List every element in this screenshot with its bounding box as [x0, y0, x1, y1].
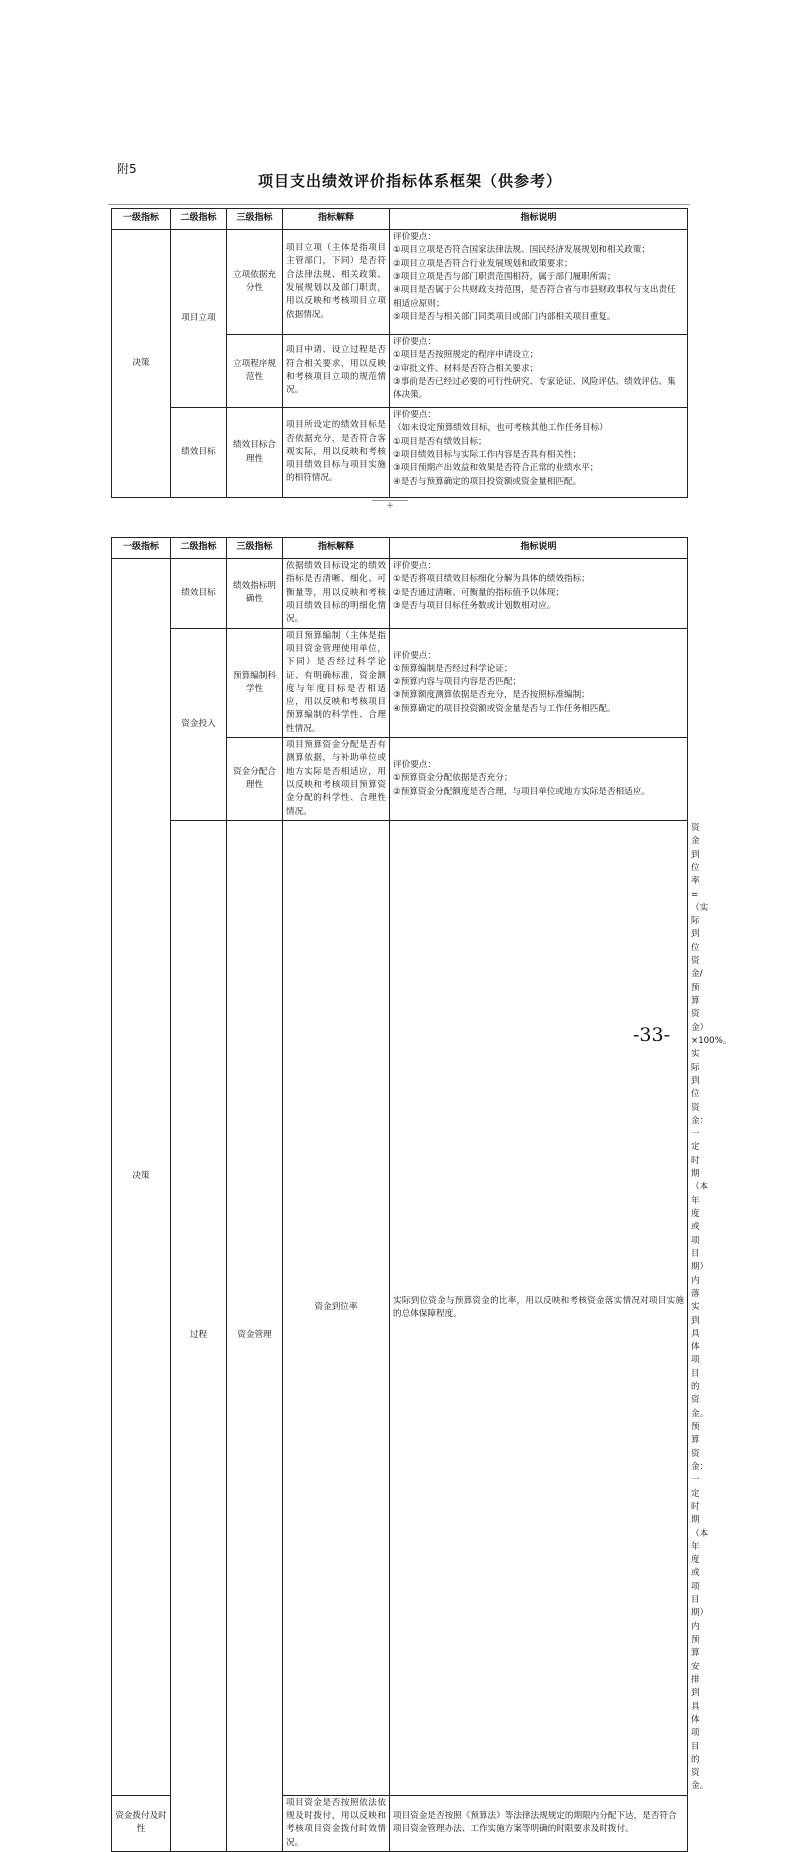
note-line: 评价要点：	[393, 760, 436, 771]
notes-cell	[390, 230, 688, 335]
page-break-marker: +	[372, 500, 408, 512]
notes-cell	[390, 335, 688, 408]
note-line: ④项目是否属于公共财政支持范围，是否符合省与市县财政事权与支出责任相适应原则；	[393, 285, 676, 309]
note-line: 项目资金是否按照《预算法》等法律法规规定的期限内分配下达，是否符合项目资金管理办法、工作实施方案等明确的时限要求及时拨付。	[393, 1811, 677, 1835]
level2-cell: 绩效目标	[171, 408, 227, 498]
note-line: ②审批文件、材料是否符合相关要求；	[393, 363, 539, 374]
level2-cell: 资金投入	[171, 628, 227, 820]
note-line: （如未设定预算绩效目标，也可考核其他工作任务目标）	[393, 423, 608, 434]
explanation-cell: 依据绩效目标设定的绩效指标是否清晰、细化、可衡量等，用以反映和考核项目绩效目标的明细化情况。	[283, 559, 390, 629]
note-line: ③事前是否已经过必要的可行性研究、专家论证、风险评估、绩效评估、集体决策。	[393, 376, 676, 401]
table-row	[112, 628, 688, 738]
header-level1: 一级指标	[112, 538, 171, 559]
level2-cell: 资金管理	[227, 820, 283, 1851]
level3-cell: 资金分配合理性	[227, 738, 283, 821]
note-line: ③项目立项是否与部门职责范围相符，属于部门履职所需；	[393, 271, 616, 282]
level1-cell: 决策	[112, 559, 171, 1796]
table-row	[112, 230, 688, 335]
header-level1: 一级指标	[112, 209, 171, 230]
level3-cell: 预算编制科学性	[227, 628, 283, 738]
note-line: ①项目是否有绩效目标；	[393, 436, 487, 447]
note-line: ③项目预期产出效益和效果是否符合正常的业绩水平；	[393, 463, 599, 474]
table-header-row	[112, 538, 688, 559]
notes-cell	[390, 1795, 688, 1851]
note-line: ②预算内容与项目内容是否匹配；	[393, 677, 522, 688]
level2-cell: 绩效目标	[171, 559, 227, 629]
notes-cell	[390, 408, 688, 498]
header-level3: 三级指标	[227, 209, 283, 230]
indicator-table-part-2	[111, 537, 732, 1852]
header-notes: 指标说明	[390, 209, 688, 230]
explanation-cell: 项目所设定的绩效目标是否依据充分，是否符合客观实际，用以反映和考核项目绩效目标与项目实施的相符情况。	[283, 408, 390, 498]
notes-cell	[390, 628, 688, 738]
level1-cell: 过程	[171, 820, 227, 1851]
note-line: ②是否通过清晰、可衡量的指标值予以体现；	[393, 587, 564, 598]
note-line: ④是否与预算确定的项目投资额或资金量相匹配。	[393, 476, 582, 487]
level3-cell: 立项依据充分性	[227, 230, 283, 335]
header-explanation: 指标解释	[283, 538, 390, 559]
table-row	[112, 408, 688, 498]
header-level2: 二级指标	[171, 209, 227, 230]
level3-cell: 资金拨付及时性	[112, 1795, 171, 1851]
note-line: ①是否将项目绩效目标细化分解为具体的绩效指标；	[393, 574, 590, 585]
indicator-table-part-1	[111, 208, 688, 498]
note-line: ①项目立项是否符合国家法律法规、国民经济发展规划和相关政策；	[393, 245, 650, 256]
level3-cell: 资金到位率	[283, 820, 390, 1795]
table-row: 过程 资金管理 资金到位率 实际到位资金与预算资金的比率，用以反映和考核资金落实情况对项目实施的总体保障程度。 资金到位率=（实际到位资金/预算资金）×100%。 实际到位资金：一定时期（本年度或项目期）内落实到具体项目的资金。 预算资金：一定时期（本年度或项目期）内预算安排到具体项目的资金。	[112, 820, 688, 1795]
level3-cell: 立项程序规范性	[227, 335, 283, 408]
explanation-cell: 项目申请、设立过程是否符合相关要求，用以反映和考核项目立项的规范情况。	[283, 335, 390, 408]
table-row	[112, 559, 688, 629]
explanation-cell: 项目预算资金分配是否有测算依据，与补助单位或地方实际是否相适应，用以反映和考核项目预算资金分配的科学性、合理性情况。	[283, 738, 390, 821]
explanation-cell: 项目资金是否按照依法依规及时拨付，用以反映和考核项目资金拨付时效情况。	[283, 1795, 390, 1851]
explanation-cell: 项目预算编制（主体是指项目资金管理使用单位，下同）是否经过科学论证、有明确标准，资金额度与年度目标是否相适应，用以反映和考核项目预算编制的科学性、合理性情况。	[283, 628, 390, 738]
page-number: -33-	[633, 1024, 671, 1046]
header-level3: 三级指标	[227, 538, 283, 559]
note-line: ④预算确定的项目投资额或资金量是否与工作任务相匹配。	[393, 703, 616, 714]
note-line: ③是否与项目目标任务数或计划数相对应。	[393, 600, 556, 611]
note-line: ②预算资金分配额度是否合理，与项目单位或地方实际是否相适应。	[393, 786, 650, 797]
note-line: ②项目绩效目标与实际工作内容是否具有相关性；	[393, 449, 582, 460]
notes-cell	[390, 559, 688, 629]
attachment-label: 附5	[117, 162, 137, 176]
note-line: 评价要点：	[393, 232, 436, 242]
note-line: ①预算编制是否经过科学论证；	[393, 663, 513, 674]
page-edge-line	[108, 204, 690, 205]
note-line: 评价要点：	[393, 410, 436, 420]
note-line: 评价要点：	[393, 337, 436, 347]
table-header-row	[112, 209, 688, 230]
document-title: 项目支出绩效评价指标体系框架（供参考）	[257, 172, 562, 190]
note-line: 评价要点：	[393, 561, 436, 571]
note-line: 评价要点：	[393, 650, 436, 661]
note-line: ①项目是否按照规定的程序申请设立；	[393, 350, 539, 361]
explanation-cell: 项目立项（主体是指项目主管部门，下同）是否符合法律法规、相关政策、发展规划以及部门职责，用以反映和考核项目立项依据情况。	[283, 230, 390, 335]
note-line: ⑤项目是否与相关部门同类项目或部门内部相关项目重复。	[393, 311, 616, 322]
explanation-cell: 实际到位资金与预算资金的比率，用以反映和考核资金落实情况对项目实施的总体保障程度。	[390, 820, 688, 1795]
level1-cell: 决策	[112, 230, 171, 498]
note-line: ③预算额度测算依据是否充分，是否按照标准编制；	[393, 690, 590, 701]
header-notes: 指标说明	[390, 538, 688, 559]
header-explanation: 指标解释	[283, 209, 390, 230]
note-line: ①预算资金分配依据是否充分；	[393, 773, 513, 784]
note-line: ②项目立项是否符合行业发展规划和政策要求；	[393, 258, 573, 269]
level2-cell: 项目立项	[171, 230, 227, 408]
notes-cell	[390, 738, 688, 821]
level3-cell: 绩效指标明确性	[227, 559, 283, 629]
header-level2: 二级指标	[171, 538, 227, 559]
level3-cell: 绩效目标合理性	[227, 408, 283, 498]
